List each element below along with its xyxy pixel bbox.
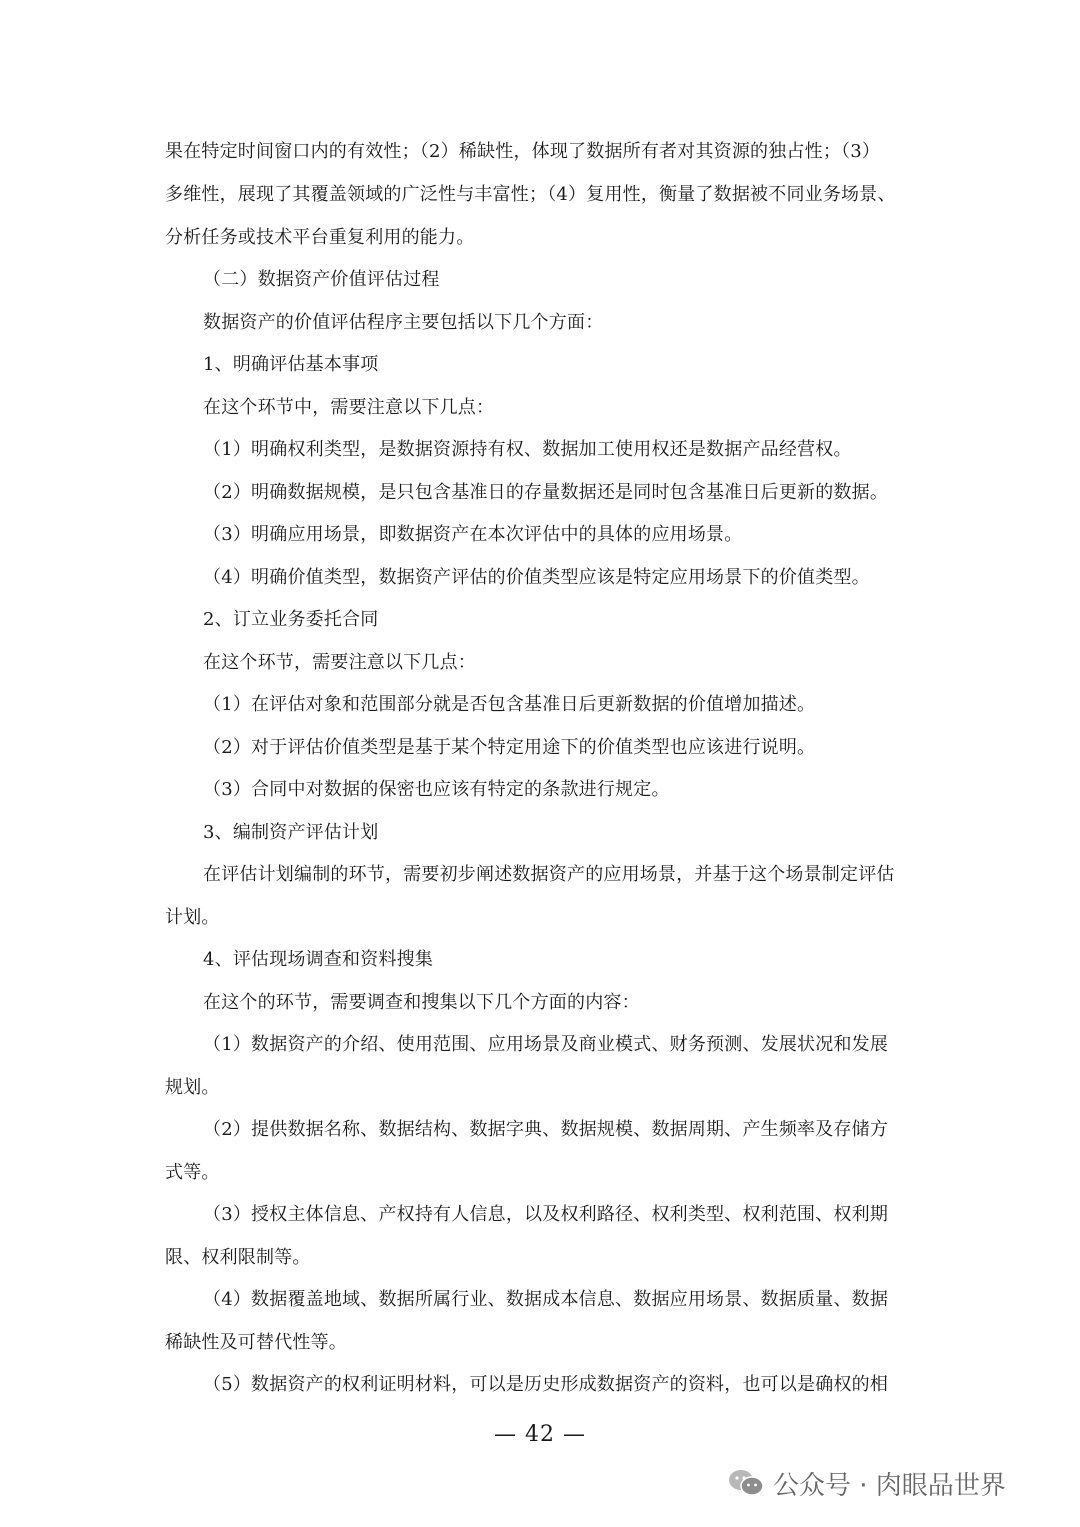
paragraph-line: 数据资产的价值评估程序主要包括以下几个方面：: [203, 312, 604, 333]
paragraph-line: 多维性，展现了其覆盖领域的广泛性与丰富性；（4）复用性，衡量了数据被不同业务场景、: [165, 184, 896, 205]
list-item: （1）数据资产的介绍、使用范围、应用场景及商业模式、财务预测、发展状况和发展: [203, 1034, 889, 1055]
paragraph-line: 果在特定时间窗口内的有效性；（2）稀缺性，体现了数据所有者对其资源的独占性；（3）: [165, 141, 881, 162]
list-item-continuation: 式等。: [165, 1162, 220, 1183]
paragraph-line: 在这个的环节，需要调查和搜集以下几个方面的内容：: [203, 992, 640, 1013]
list-item: （4）数据覆盖地域、数据所属行业、数据成本信息、数据应用场景、数据质量、数据: [203, 1289, 889, 1310]
list-item-continuation: 规划。: [165, 1077, 220, 1098]
list-item: （2）提供数据名称、数据结构、数据字典、数据规模、数据周期、产生频率及存储方: [203, 1119, 889, 1140]
step-heading: 4、评估现场调查和资料搜集: [203, 949, 434, 970]
paragraph-line: 在评估计划编制的环节，需要初步阐述数据资产的应用场景，并基于这个场景制定评估: [203, 864, 895, 885]
list-item: （3）明确应用场景，即数据资产在本次评估中的具体的应用场景。: [203, 524, 743, 545]
paragraph-line: 计划。: [165, 907, 220, 928]
watermark: [727, 1463, 1006, 1503]
list-item: （2）明确数据规模，是只包含基准日的存量数据还是同时包含基准日后更新的数据。: [203, 482, 889, 503]
list-item: （3）授权主体信息、产权持有人信息，以及权利路径、权利类型、权利范围、权利期: [203, 1204, 889, 1225]
wechat-icon: [727, 1467, 765, 1499]
list-item-continuation: 稀缺性及可替代性等。: [165, 1332, 347, 1353]
list-item: （5）数据资产的权利证明材料，可以是历史形成数据资产的资料，也可以是确权的相: [203, 1374, 889, 1395]
paragraph-line: 在这个环节中，需要注意以下几点：: [203, 397, 495, 418]
step-heading: 3、编制资产评估计划: [203, 822, 379, 843]
step-heading: 1、明确评估基本事项: [203, 354, 379, 375]
paragraph-line: 在这个环节，需要注意以下几点：: [203, 652, 476, 673]
list-item: （1）明确权利类型，是数据资源持有权、数据加工使用权还是数据产品经营权。: [203, 439, 852, 460]
list-item: （4）明确价值类型，数据资产评估的价值类型应该是特定应用场景下的价值类型。: [203, 567, 870, 588]
list-item: （3）合同中对数据的保密也应该有特定的条款进行规定。: [203, 779, 670, 800]
section-heading: （二）数据资产价值评估过程: [203, 269, 440, 290]
list-item: （1）在评估对象和范围部分就是否包含基准日后更新数据的价值增加描述。: [203, 694, 816, 715]
watermark-text: 公众号 · 肉眼品世界: [773, 1470, 1006, 1501]
step-heading: 2、订立业务委托合同: [203, 609, 379, 630]
list-item-continuation: 限、权利限制等。: [165, 1247, 311, 1268]
list-item: （2）对于评估价值类型是基于某个特定用途下的价值类型也应该进行说明。: [203, 737, 816, 758]
page-number: — 42 —: [494, 1422, 586, 1447]
paragraph-line: 分析任务或技术平台重复利用的能力。: [165, 227, 475, 248]
